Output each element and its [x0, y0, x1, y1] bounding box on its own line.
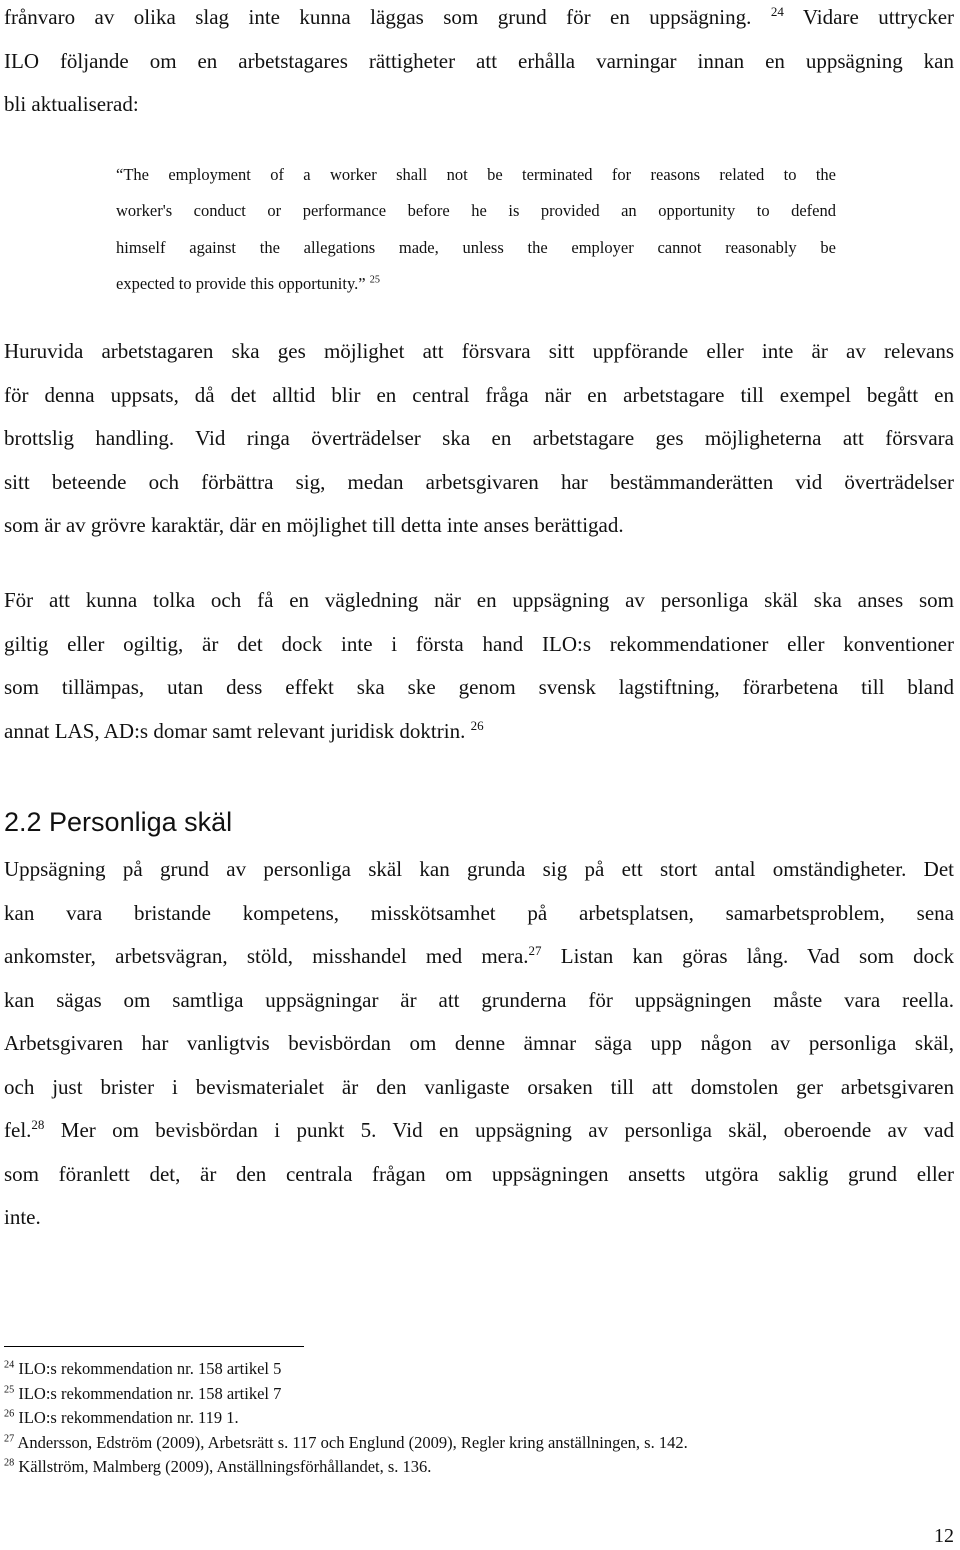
- text-line: [4, 0, 954, 40]
- footnote-ref[interactable]: 28: [31, 1117, 45, 1132]
- text-line: giltig eller ogiltig, är det dock inte i första hand ILO:s rekommendationer eller konventioner: [4, 631, 954, 656]
- text-line: För att kunna tolka och få en vägledning när en uppsägning av personliga skäl ska anses som: [4, 588, 954, 612]
- footnote-item: [4, 1406, 954, 1431]
- footnote-text: ILO:s rekommendation nr. 158 artikel 7: [14, 1383, 282, 1403]
- text-line: [4, 710, 954, 754]
- text-line: ILO följande om en arbetstagares rättigheter att erhålla varningar innan en uppsägning kan: [4, 48, 954, 73]
- text-line: [4, 1109, 954, 1153]
- text-line: och just brister i bevismaterialet är den vanligaste orsaken till att domstolen ger arbetsgivaren: [4, 1074, 954, 1099]
- footnote-divider: [4, 1346, 304, 1347]
- footnote-number: 26: [4, 1408, 15, 1420]
- text-line: som tillämpas, utan dess effekt ska ske genom svensk lagstiftning, förarbetena till bland: [4, 675, 954, 699]
- footnote-item: [4, 1357, 954, 1382]
- footnote-ref[interactable]: 25: [369, 274, 380, 286]
- footnote-number: 25: [4, 1384, 15, 1395]
- text-line: Huruvida arbetstagaren ska ges möjlighet att försvara sitt uppförande eller inte är av relevans: [4, 339, 954, 363]
- text-line: kan sägas om samtliga uppsägningar är att grunderna för uppsägningen måste vara reella.: [4, 987, 954, 1012]
- body-paragraph: [4, 848, 954, 1240]
- text-line: Arbetsgivaren har vanligtvis bevisbördan om denne ämnar säga upp någon av personliga skäl,: [4, 1031, 954, 1055]
- text-line: bli aktualiserad:: [4, 92, 139, 116]
- text-span: frånvaro av olika slag inte kunna läggas som grund för en uppsägning.: [4, 5, 752, 29]
- quote-line: himself against the allegations made, unless the employer cannot reasonably be: [116, 237, 836, 257]
- footnote-ref[interactable]: 24: [770, 4, 784, 19]
- text-span: annat LAS, AD:s domar samt relevant juridisk doktrin.: [4, 718, 466, 743]
- text-line: brottslig handling. Vid ringa överträdelser ska en arbetstagare ges möjligheterna att försvara: [4, 426, 954, 450]
- body-paragraph: [4, 330, 954, 548]
- footnote-number: 27: [4, 1433, 15, 1444]
- page-number: 12: [934, 1525, 954, 1547]
- quote-line: worker's conduct or performance before he is provided an opportunity to defend: [116, 201, 836, 221]
- text-line: [4, 935, 954, 979]
- footnote-text: ILO:s rekommendation nr. 119 1.: [14, 1408, 239, 1427]
- intro-paragraph: [4, 0, 954, 127]
- text-span: fel.: [4, 1118, 32, 1142]
- section-heading: 2.2 Personliga skäl: [4, 807, 233, 837]
- footnote-text: Andersson, Edström (2009), Arbetsrätt s. 117 och Englund (2009), Regler kring anställningen, s. 142.: [14, 1432, 688, 1452]
- footnote-ref[interactable]: 27: [528, 943, 542, 958]
- text-line: som föranlett det, är den centrala frågan om uppsägningen ansetts utgöra saklig grund eller: [4, 1161, 954, 1186]
- block-quote: [116, 157, 836, 302]
- text-span: Listan kan göras lång. Vad som dock: [541, 944, 955, 968]
- footnote-text: ILO:s rekommendation nr. 158 artikel 5: [14, 1359, 282, 1378]
- footnote-number: 24: [4, 1359, 15, 1371]
- footnote-list: [4, 1357, 954, 1480]
- text-line: inte.: [4, 1205, 41, 1229]
- footnote-text: Källström, Malmberg (2009), Anställningsförhållandet, s. 136.: [14, 1457, 432, 1476]
- text-line: kan vara bristande kompetens, misskötsamhet på arbetsplatsen, samarbetsproblem, sena: [4, 900, 954, 925]
- footnote-item: [4, 1431, 954, 1456]
- text-span: expected to provide this opportunity.”: [116, 273, 366, 293]
- text-line: Uppsägning på grund av personliga skäl kan grunda sig på ett stort antal omständigheter. Det: [4, 857, 954, 881]
- text-line: som är av grövre karaktär, där en möjlighet till detta inte anses berättigad.: [4, 513, 624, 537]
- footnote-number: 28: [4, 1457, 15, 1469]
- footnote-item: [4, 1382, 954, 1407]
- footnote-item: [4, 1455, 954, 1480]
- text-line: för denna uppsats, då det alltid blir en central fråga när en arbetstagare till exempel begått en: [4, 382, 954, 407]
- quote-line: [116, 266, 836, 302]
- body-paragraph: [4, 579, 954, 753]
- text-span: ankomster, arbetsvägran, stöld, misshandel med mera.: [4, 944, 529, 968]
- text-span: Vidare uttrycker: [783, 5, 955, 29]
- footnote-ref[interactable]: 26: [470, 717, 484, 733]
- quote-line: “The employment of a worker shall not be terminated for reasons related to the: [116, 165, 836, 184]
- text-line: sitt beteende och förbättra sig, medan arbetsgivaren har bestämmanderätten vid överträdelser: [4, 469, 954, 494]
- text-span: Mer om bevisbördan i punkt 5. Vid en uppsägning av personliga skäl, oberoende av vad: [44, 1118, 954, 1142]
